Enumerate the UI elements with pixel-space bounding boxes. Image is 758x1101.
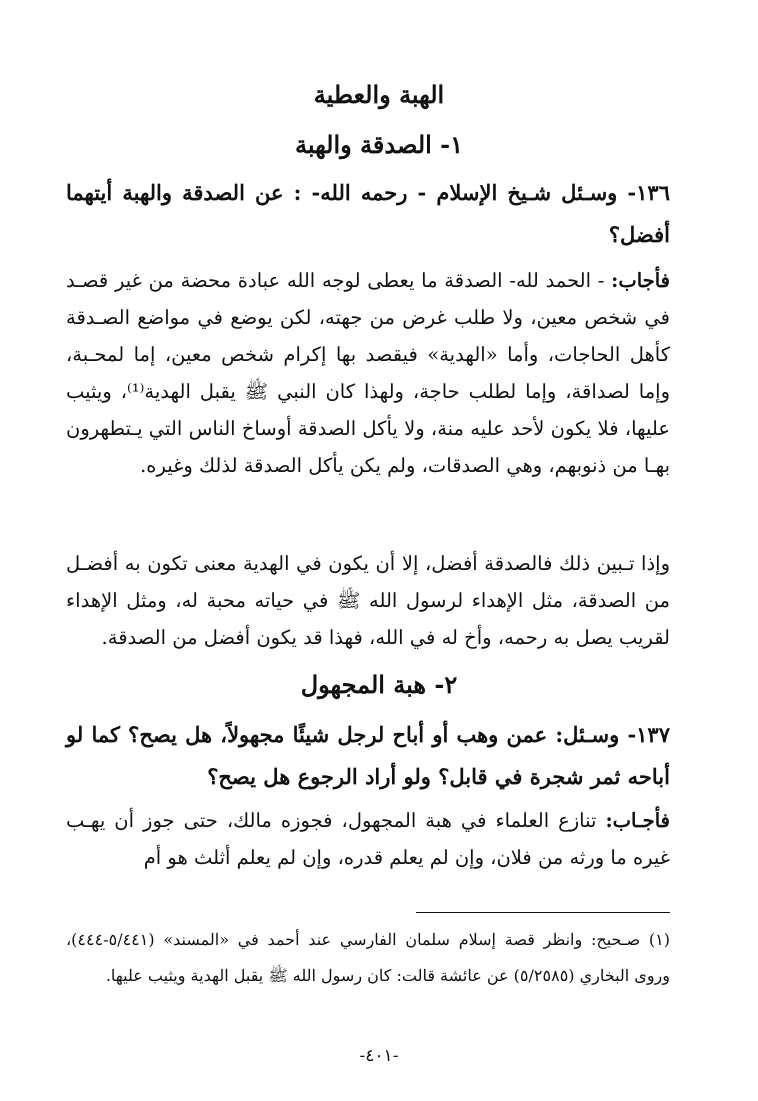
subsection-title-unknown-gift: ٢- هبة المجهول [300,670,458,699]
subsection-title-charity-and-gift: ١- الصدقة والهبة [294,130,464,159]
paragraph-conclusion: وإذا تـبين ذلك فالصدقة أفضل، إلا أن يكون في الهدية معنى تكون به أفضـل من الصدقة، مثل الإهداء لرسول الله ﷺ في حياته محبة له، ومثل الإهداء لقريب يصل به رحمه، وأخ له في الله، فهذا قد يكون أفضل من الصدقة. [66,552,670,649]
section-title: الهبة والعطية [313,80,445,109]
question-136: ١٣٦- وسـئل شـيخ الإسلام - رحمه الله- : عن الصدقة والهبة أيتهما أفضل؟ [66,180,670,247]
answer-136 [66,262,670,484]
answer-body: تنازع العلماء في هبة المجهول، فجوزه مالك، حتى جوز أن يهـب غيره ما ورثه من فلان، وإن لم يعلم قدره، وإن لم يعلم أثلث هو أم [66,809,670,869]
answer-lead: فأجـاب: [605,809,670,832]
answer-137 [66,802,670,876]
question-137: ١٣٧- وسـئل: عمن وهب أو أباح لرجل شيئًا مجهولاً، هل يصح؟ كما لو أباحه ثمر شجرة في قابل؟ ولو أراد الرجوع هل يصح؟ [66,722,670,789]
answer-lead: فأجاب: [611,269,670,292]
page-number: -٤٠١- [359,1046,399,1066]
footnote: (١) صـحيح: وانظر قصة إسلام سلمان الفارسي عند أحمد في «المسند» (٥/٤٤١-٤٤٤)، وروى البخاري (٥/٢٥٨٥) عن عائشة قالت: كان رسول الله ﷺ يقبل الهدية ويثيب عليها. [66,930,670,985]
answer-body: - الحمد لله- الصدقة ما يعطى لوجه الله عبادة محضة من غير قصـد في شخص معين، ولا طلب غرض من جهته، لكن يوضع في مواضع الصـدقة كأهل الحاجات، وأما «الهدية» فيقصد بها إكرام شخص معين، إما لمحـبة، وإما لصداقة، وإما لطلب حاجة، ولهذا كان النبي ﷺ يقبل الهدية⁽¹⁾، ويثيب عليها، فلا يكون لأحد عليه منة، ولا يأكل الصدقة أوساخ الناس التي يـتطهرون بهـا من ذنوبهم، وهي الصدقات، ولم يكن يأكل الصدقة لذلك وغيره. [66,269,670,477]
footnote-divider [416,912,670,913]
